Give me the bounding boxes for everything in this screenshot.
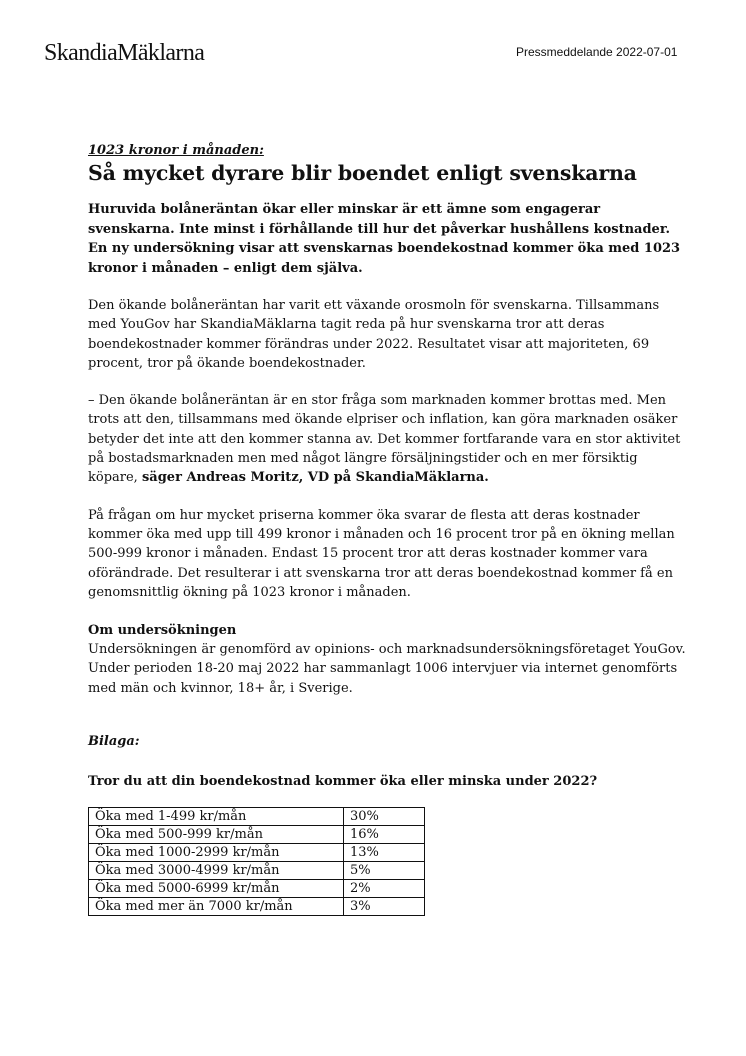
table-row [89,826,425,844]
row-label: Öka med mer än 7000 kr/mån [89,898,344,916]
row-value: 2% [344,880,425,898]
row-value: 30% [344,808,425,826]
row-label: Öka med 500-999 kr/mån [89,826,344,844]
appendix-label: Bilaga: [88,734,140,750]
row-label: Öka med 1-499 kr/mån [89,808,344,826]
article-headline: Så mycket dyrare blir boendet enligt svenskarna [88,161,637,185]
row-value: 13% [344,844,425,862]
paragraph-results: På frågan om hur mycket priserna kommer öka svarar de flesta att deras kostnader kommer öka med upp till 499 kronor i månaden och 16 procent tror på en ökning mellan 500-999 kronor i månaden. Endast 15 procent tror att deras kostnader kommer vara oförändrade. Det resulterar i att svenskarna tror att deras boendekostnad kommer få en genomsnittlig ökning på 1023 kronor i månaden. [88,507,675,600]
table-row [89,808,425,826]
paragraph-quote [88,391,688,487]
company-logo: SkandiaMäklarna [44,40,205,66]
table-row [89,844,425,862]
about-heading: Om undersökningen [88,623,237,639]
article-lead: Huruvida bolåneräntan ökar eller minskar är ett ämne som engagerar svenskarna. Inte minst i förhållande till hur det påverkar hushållens kostnader. En ny undersökning visar att svenskarnas boendekostnad kommer öka med 1023 kronor i månaden – enligt dem själva. [88,202,681,276]
survey-question: Tror du att din boendekostnad kommer öka eller minska under 2022? [88,774,598,790]
row-value: 3% [344,898,425,916]
press-release-date: Pressmeddelande 2022-07-01 [516,45,678,59]
table-row [89,862,425,880]
paragraph-intro: Den ökande bolåneräntan har varit ett växande orosmoln för svenskarna. Tillsammans med YouGov har SkandiaMäklarna tagit reda på hur svenskarna tror att deras boendekostnader kommer förändras under 2022. Resultatet visar att majoriteten, 69 procent, tror på ökande boendekostnader. [88,298,660,371]
quote-text: – Den ökande bolåneräntan är en stor fråga som marknaden kommer brottas med. Men trots att den, tillsammans med ökande elpriser och inflation, kan göra marknaden osäker betyder det inte att den kommer stanna av. Det kommer fortfarande vara en stor aktivitet på bostadsmarknaden men med något längre försäljningstider och en mer försiktig köpare, [88,393,681,486]
results-table [88,807,425,916]
about-text: Undersökningen är genomförd av opinions- och marknadsundersökningsföretaget YouGov. Under perioden 18-20 maj 2022 har sammanlagt 1006 intervjuer via internet genomförts med män och kvinnor, 18+ år, i Sverige. [88,642,686,696]
row-value: 5% [344,862,425,880]
row-value: 16% [344,826,425,844]
quote-attribution: säger Andreas Moritz, VD på SkandiaMäklarna. [141,470,489,486]
row-label: Öka med 3000-4999 kr/mån [89,862,344,880]
table-row [89,880,425,898]
article-body [88,143,688,916]
article-kicker: 1023 kronor i månaden: [88,143,264,158]
row-label: Öka med 5000-6999 kr/mån [89,880,344,898]
row-label: Öka med 1000-2999 kr/mån [89,844,344,862]
table-row [89,898,425,916]
